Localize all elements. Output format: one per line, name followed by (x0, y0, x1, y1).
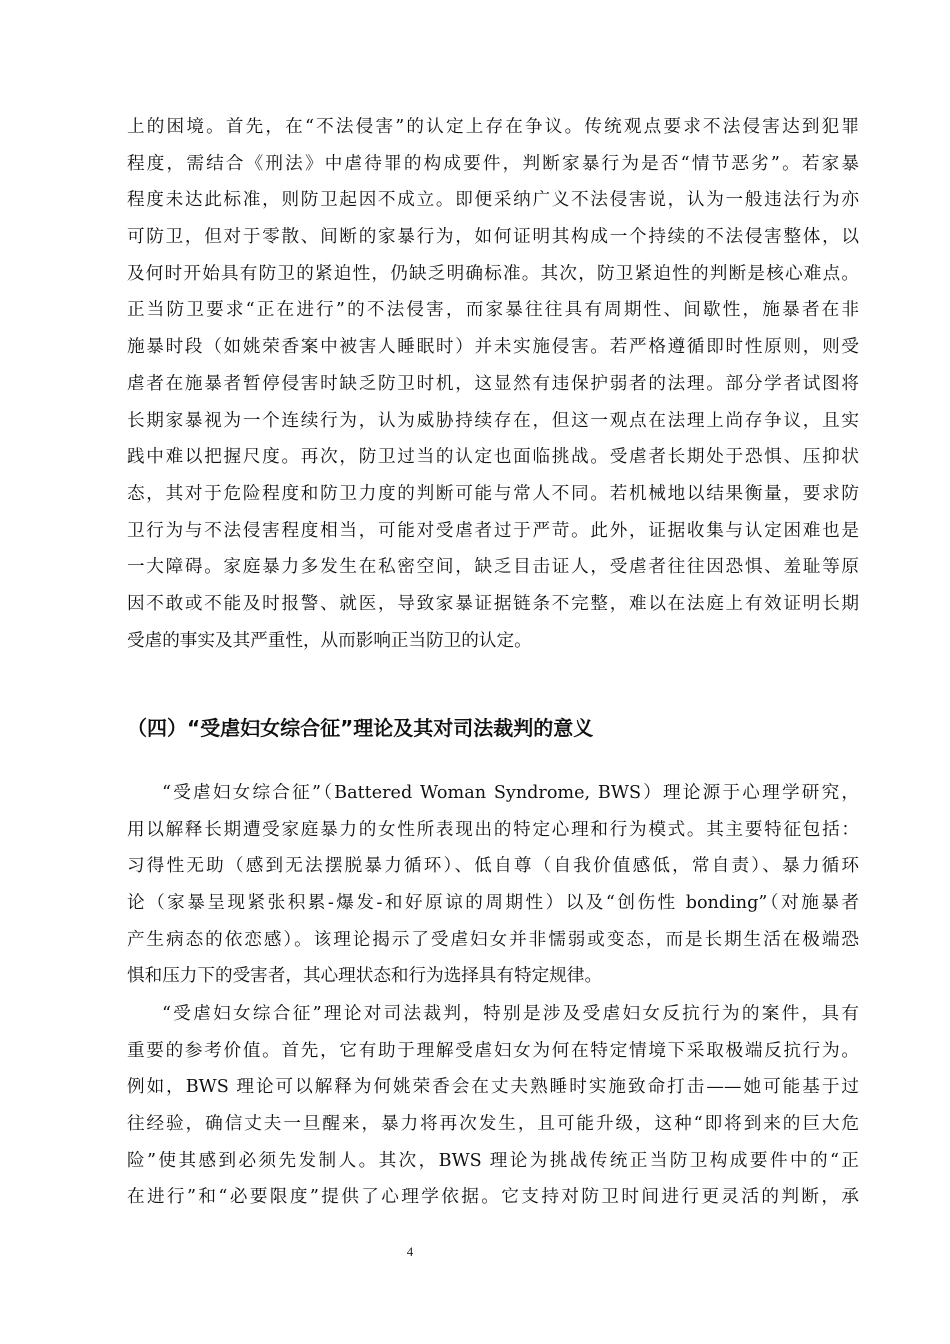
text-line: “受虐妇女综合征”理论对司法裁判，特别是涉及受虐妇女反抗行为的案件，具有 (162, 1004, 859, 1024)
text-line: 态，其对于危险程度和防卫力度的判断可能与常人不同。若机械地以结果衡量，要求防 (127, 483, 859, 504)
text-line: 及何时开始具有防卫的紧迫性，仍缺乏明确标准。其次，防卫紧迫性的判断是核心难点。 (127, 263, 859, 284)
text-line: 可防卫，但对于零散、间断的家暴行为，如何证明其构成一个持续的不法侵害整体，以 (127, 227, 859, 248)
text-line: 用以解释长期遭受家庭暴力的女性所表现出的特定心理和行为模式。其主要特征包括： (127, 819, 859, 840)
paragraph-bws-definition (127, 775, 859, 995)
text-line: 往经验，确信丈夫一旦醒来，暴力将再次发生，且可能升级，这种“即将到来的巨大危 (127, 1114, 859, 1135)
text-line: 因不敢或不能及时报警、就医，导致家暴证据链条不完整，难以在法庭上有效证明长期 (127, 593, 859, 614)
text-line: 正当防卫要求“正在进行”的不法侵害，而家暴往往具有周期性、间歇性，施暴者在非 (127, 300, 859, 321)
section-heading: （四）“受虐妇女综合征”理论及其对司法裁判的意义 (127, 716, 594, 740)
text-line: 产生病态的依恋感）。该理论揭示了受虐妇女并非懦弱或变态，而是长期生活在极端恐 (127, 929, 859, 950)
text-line: 施暴时段（如姚荣香案中被害人睡眠时）并未实施侵害。若严格遵循即时性原则，则受 (127, 337, 859, 358)
text-line: 习得性无助（感到无法摆脱暴力循环）、低自尊（自我价值感低，常自责）、暴力循环 (127, 856, 859, 877)
text-line: 程度，需结合《刑法》中虐待罪的构成要件，判断家暴行为是否“情节恶劣”。若家暴 (127, 153, 859, 174)
text-line: 重要的参考价值。首先，它有助于理解受虐妇女为何在特定情境下采取极端反抗行为。 (127, 1040, 859, 1061)
text-line: 受虐的事实及其严重性，从而影响正当防卫的认定。 (127, 630, 532, 651)
page-number: 4 (406, 1244, 414, 1259)
paragraph-defense-difficulties (127, 109, 859, 659)
text-line: 上的困境。首先，在“不法侵害”的认定上存在争议。传统观点要求不法侵害达到犯罪 (127, 117, 859, 137)
paragraph-bws-significance (127, 996, 859, 1216)
text-line: 长期家暴视为一个连续行为，认为威胁持续存在，但这一观点在法理上尚存争议，且实 (127, 410, 859, 431)
text-line: 例如，BWS 理论可以解释为何姚荣香会在丈夫熟睡时实施致命打击——她可能基于过 (127, 1077, 859, 1098)
text-line: “受虐妇女综合征”（Battered Woman Syndrome, BWS）理论源于心理学研究， (162, 783, 859, 803)
text-line: 险”使其感到必须先发制人。其次，BWS 理论为挑战传统正当防卫构成要件中的“正 (127, 1150, 859, 1171)
text-line: 践中难以把握尺度。再次，防卫过当的认定也面临挑战。受虐者长期处于恐惧、压抑状 (127, 447, 859, 468)
text-line: 一大障碍。家庭暴力多发生在私密空间，缺乏目击证人，受虐者往往因恐惧、羞耻等原 (127, 557, 859, 578)
text-line: 程度未达此标准，则防卫起因不成立。即便采纳广义不法侵害说，认为一般违法行为亦 (127, 190, 859, 211)
text-line: 虐者在施暴者暂停侵害时缺乏防卫时机，这显然有违保护弱者的法理。部分学者试图将 (127, 373, 859, 394)
text-line: 惧和压力下的受害者，其心理状态和行为选择具有特定规律。 (127, 966, 603, 987)
text-line: 在进行”和“必要限度”提供了心理学依据。它支持对防卫时间进行更灵活的判断，承 (127, 1187, 859, 1208)
text-line: 论（家暴呈现紧张积累-爆发-和好原谅的周期性）以及“创伤性 bonding”（对施暴者 (127, 893, 859, 914)
text-line: 卫行为与不法侵害程度相当，可能对受虐者过于严苛。此外，证据收集与认定困难也是 (127, 520, 859, 541)
